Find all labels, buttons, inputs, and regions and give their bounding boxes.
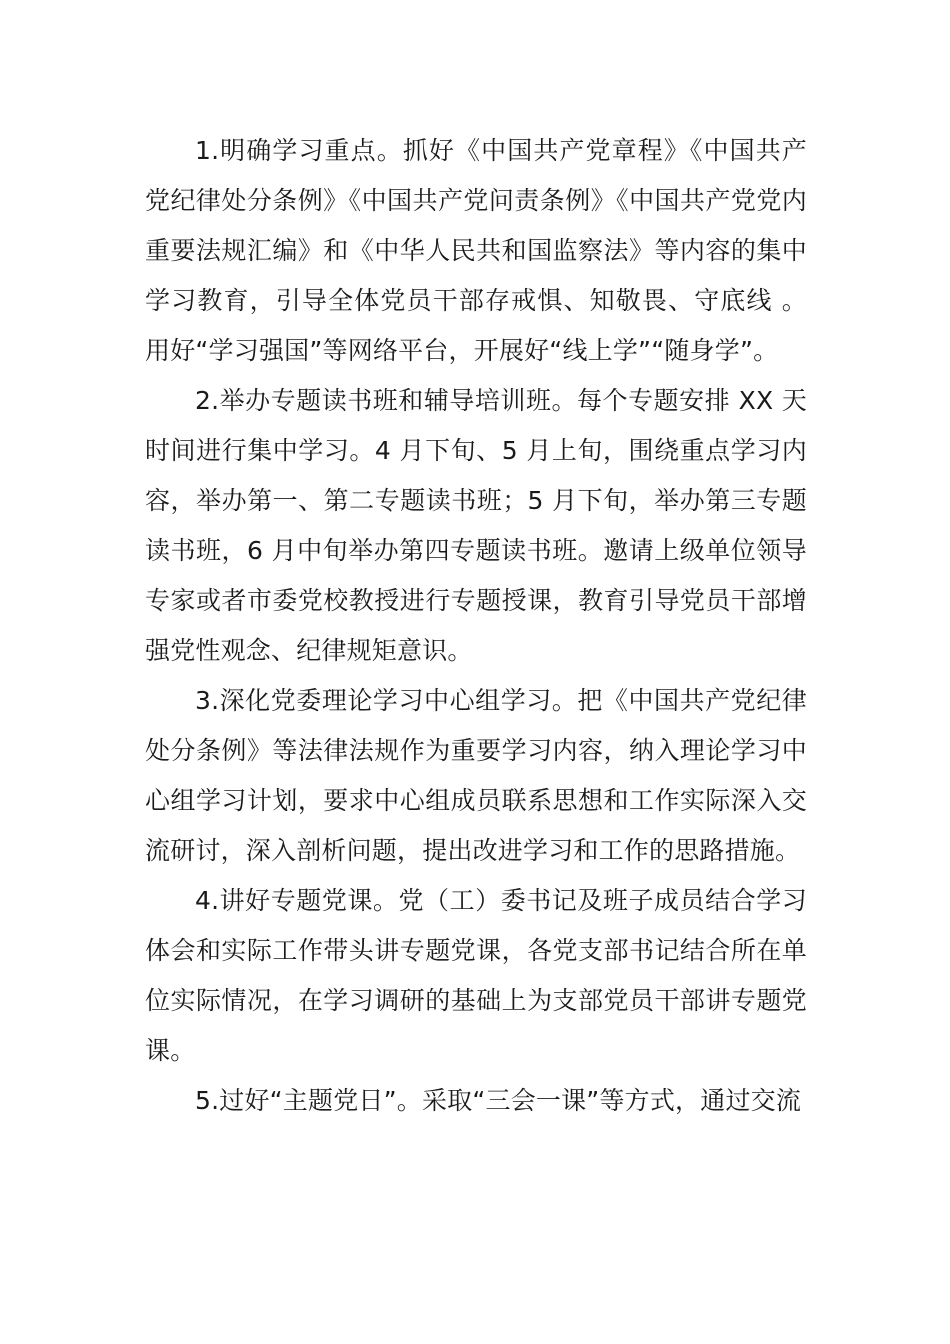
paragraph-reading-class: 2.举办专题读书班和辅导培训班。每个专题安排 XX 天时间进行集中学习。4 月下旬、5 月上旬，围绕重点学习内容，举办第一、第二专题读书班；5 月下旬，举办第三专题读书班，6 月中旬举办第四专题读书班。邀请上级单位领导专家或者市委党校教授进行专题授课，教育引导党员干部增强党性观念、纪律规矩意识。 <box>145 386 807 665</box>
paragraph-party-lecture: 4.讲好专题党课。党（工）委书记及班子成员结合学习体会和实际工作带头讲专题党课，各党支部书记结合所在单位实际情况，在学习调研的基础上为支部党员干部讲专题党课。 <box>145 886 807 1065</box>
paragraph-theory-group: 3.深化党委理论学习中心组学习。把《中国共产党纪律处分条例》等法律法规作为重要学习内容，纳入理论学习中心组学习计划，要求中心组成员联系思想和工作实际深入交流研讨，深入剖析问题，提出改进学习和工作的思路措施。 <box>145 686 807 865</box>
document-body <box>145 126 807 1126</box>
paragraph-party-day: 5.过好“主题党日”。采取“三会一课”等方式，通过交流 <box>195 1086 802 1115</box>
paragraph-study-focus: 1.明确学习重点。抓好《中国共产党章程》《中国共产党纪律处分条例》《中国共产党问责条例》《中国共产党党内重要法规汇编》和《中华人民共和国监察法》等内容的集中学习教育，引导全体党员干部存戒惧、知敬畏、守底线 。用好“学习强国”等网络平台，开展好“线上学”“随身学”。 <box>145 136 807 365</box>
